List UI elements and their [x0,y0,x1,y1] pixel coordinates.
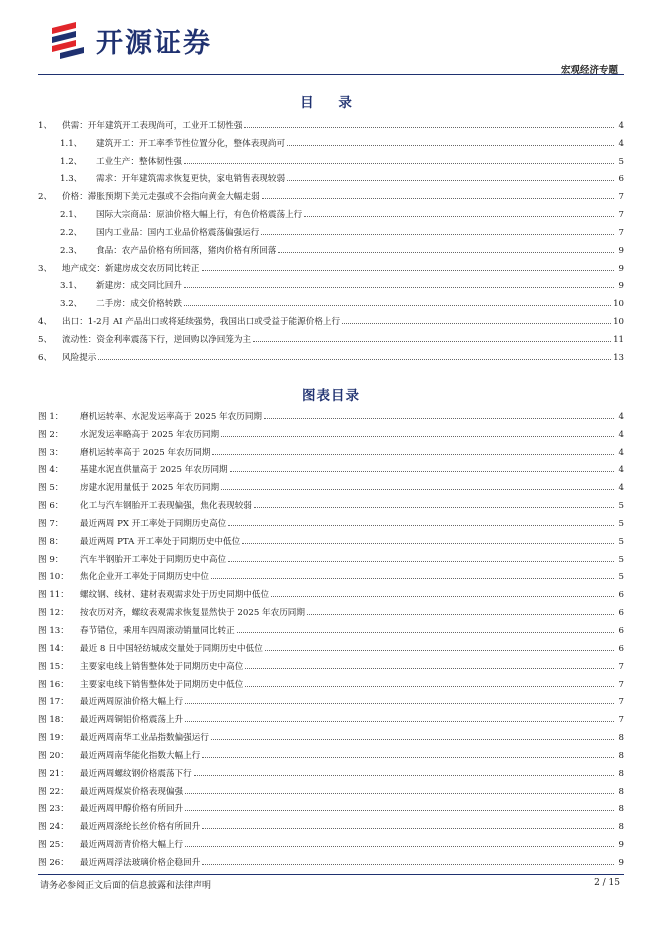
entry-number: 2.2、 [60,227,83,238]
toc-entry[interactable] [38,113,624,131]
entry-title: 建筑开工：开工率季节性位置分化，整体表现尚可 [96,138,286,149]
entry-page: 5 [618,536,624,547]
entry-number: 2.1、 [60,210,83,221]
dot-leader [278,251,614,253]
dot-leader [212,453,614,455]
entry-number: 图 16： [38,679,69,690]
figure-entry[interactable] [38,779,624,797]
entry-title: 主要家电线下销售整体处于同期历史中低位 [80,679,244,690]
entry-title: 新建房：成交同比回升 [96,281,182,292]
entry-title: 磨机运转率、水泥发运率高于 2025 年农历同期 [80,411,263,422]
entry-page: 5 [618,554,624,565]
entry-number: 图 23： [38,804,69,815]
dot-leader [228,560,614,562]
entry-number: 1.2、 [60,156,83,167]
entry-page: 4 [618,429,624,440]
entry-page: 7 [618,227,624,238]
entry-title: 价格：滞胀预期下美元走强或不会指向黄金大幅走弱 [62,192,260,203]
figure-entry[interactable] [38,600,624,618]
entry-number: 图 15： [38,661,69,672]
entry-title: 最近两周浮法玻璃价格企稳回升 [80,857,201,868]
entry-title: 最近两周涤纶长丝价格有所回升 [80,822,201,833]
dot-leader [242,542,614,544]
figure-entry[interactable] [38,458,624,476]
entry-page: 8 [618,822,624,833]
entry-title: 最近两周南华能化指数大幅上行 [80,750,201,761]
entry-number: 图 18： [38,715,69,726]
toc-entry[interactable] [38,256,624,274]
entry-number: 图 6： [38,501,64,512]
entry-page: 7 [618,697,624,708]
entry-title: 最近两周沥青价格大幅上行 [80,840,184,851]
dot-leader [185,720,614,722]
entry-number: 图 11： [38,590,69,601]
entry-title: 流动性：资金利率震荡下行，逆回购以净回笼为主 [62,334,252,345]
entry-page: 4 [618,138,624,149]
figure-entry[interactable] [38,672,624,690]
entry-title: 风险提示 [62,352,97,363]
entry-page: 7 [618,210,624,221]
dot-leader [211,577,614,579]
entry-number: 1.3、 [60,174,83,185]
dot-leader [184,286,614,288]
toc-entry[interactable] [38,327,624,345]
figure-entry[interactable] [38,654,624,672]
dot-leader [264,417,614,419]
toc-entry[interactable] [38,184,624,202]
entry-page: 4 [618,411,624,422]
entry-number: 图 5： [38,483,64,494]
entry-page: 6 [618,174,624,185]
figure-entry[interactable] [38,690,624,708]
entry-number: 3、 [38,263,53,274]
figure-entry[interactable] [38,565,624,583]
entry-number: 图 19： [38,733,69,744]
entry-number: 图 21： [38,768,69,779]
dot-leader [185,792,614,794]
figure-entry[interactable] [38,761,624,779]
entry-number: 6、 [38,352,53,363]
dot-leader [287,144,614,146]
dot-leader [211,738,614,740]
toc-entry[interactable] [38,149,624,167]
page-number: 2 / 15 [594,878,620,888]
entry-title: 需求：开年建筑需求恢复更快，家电销售表现较弱 [96,174,286,185]
dot-leader [245,667,614,669]
entry-number: 图 14： [38,643,69,654]
toc-entry[interactable] [38,167,624,185]
entry-title: 最近两周 PX 开工率处于同期历史高位 [80,518,227,529]
toc-entry[interactable] [38,274,624,292]
dot-leader [254,506,614,508]
entry-page: 4 [618,465,624,476]
dot-leader [202,827,614,829]
entry-page: 7 [618,715,624,726]
entry-number: 图 12： [38,608,69,619]
entry-page: 6 [618,590,624,601]
figure-entry[interactable] [38,636,624,654]
entry-title: 供需：开年建筑开工表现尚可，工业开工韧性强 [62,120,243,131]
entry-title: 最近两周原油价格大幅上行 [80,697,184,708]
entry-title: 磨机运转率高于 2025 年农历同期 [80,447,211,458]
entry-title: 地产成交：新建房成交农历同比转正 [62,263,200,274]
dot-leader [342,322,611,324]
figure-entry[interactable] [38,547,624,565]
figure-entry[interactable] [38,493,624,511]
entry-page: 8 [618,733,624,744]
entry-number: 图 7： [38,518,64,529]
entry-page: 6 [618,608,624,619]
figure-entry[interactable] [38,832,624,850]
entry-number: 5、 [38,334,53,345]
company-logo [48,18,212,62]
entry-title: 按农历对齐，螺纹表观需求恢复显然快于 2025 年农历同期 [80,608,305,619]
figure-entry[interactable] [38,440,624,458]
dot-leader [287,179,614,181]
entry-title: 二手房：成交价格转跌 [96,299,182,310]
figure-entry[interactable] [38,707,624,725]
figure-entry[interactable] [38,529,624,547]
entry-number: 图 20： [38,750,69,761]
entry-page: 9 [618,281,624,292]
entry-number: 图 10： [38,572,69,583]
figures-title: 图表目录 [302,388,360,404]
entry-number: 图 1： [38,411,64,422]
entry-title: 国内工业品：国内工业品价格震荡偏强运行 [96,227,260,238]
toc-list [38,113,624,363]
figure-entry[interactable] [38,814,624,832]
entry-page: 7 [618,679,624,690]
entry-page: 9 [618,857,624,868]
dot-leader [221,435,614,437]
entry-number: 图 2： [38,429,64,440]
entry-number: 图 4： [38,465,64,476]
entry-page: 11 [613,334,624,345]
entry-title: 国际大宗商品：原油价格大幅上行，有色价格震荡上行 [96,210,303,221]
toc-title: 目 录 [300,95,362,111]
entry-title: 基建水泥直供量高于 2025 年农历同期 [80,465,228,476]
toc-entry[interactable] [38,131,624,149]
header-divider [38,74,624,75]
dot-leader [202,756,614,758]
entry-page: 7 [618,192,624,203]
dot-leader [265,649,614,651]
entry-page: 8 [618,786,624,797]
footer-divider [38,874,624,875]
dot-leader [253,340,611,342]
entry-title: 主要家电线上销售整体处于同期历史中高位 [80,661,244,672]
dot-leader [262,197,614,199]
entry-title: 螺纹钢、线材、建材表观需求处于历史同期中低位 [80,590,270,601]
dot-leader [185,702,614,704]
figure-entry[interactable] [38,797,624,815]
figure-entry[interactable] [38,743,624,761]
entry-title: 春节错位，乘用车四周滚动销量同比转正 [80,625,235,636]
entry-title: 最近 8 日中国轻纺城成交量处于同期历史中低位 [80,643,263,654]
dot-leader [184,304,611,306]
dot-leader [221,488,614,490]
entry-title: 房建水泥用量低于 2025 年农历同期 [80,483,220,494]
entry-number: 图 26： [38,857,69,868]
dot-leader [228,524,614,526]
entry-number: 1、 [38,120,53,131]
entry-number: 4、 [38,317,53,328]
dot-leader [237,631,614,633]
entry-title: 水泥发运率略高于 2025 年农历同期 [80,429,220,440]
dot-leader [185,845,614,847]
entry-page: 8 [618,750,624,761]
report-category: 宏观经济专题 [560,65,618,76]
dot-leader [307,613,614,615]
entry-page: 13 [613,352,624,363]
dot-leader [304,215,614,217]
entry-number: 1.1、 [60,138,83,149]
entry-page: 5 [618,518,624,529]
figure-entry[interactable] [38,618,624,636]
entry-title: 最近两周螺纹钢价格震荡下行 [80,768,192,779]
toc-entry[interactable] [38,238,624,256]
entry-page: 9 [618,840,624,851]
entry-page: 8 [618,804,624,815]
figures-list [38,404,624,868]
logo-mark-icon [48,20,88,60]
dot-leader [245,685,614,687]
footer-disclaimer: 请务必参阅正文后面的信息披露和法律声明 [40,881,212,891]
entry-number: 2.3、 [60,245,83,256]
entry-title: 工业生产：整体韧性强 [96,156,182,167]
entry-title: 最近两周甲醇价格有所回升 [80,804,184,815]
entry-page: 4 [618,483,624,494]
entry-page: 9 [618,263,624,274]
entry-page: 8 [618,768,624,779]
entry-number: 图 22： [38,786,69,797]
dot-leader [194,774,614,776]
entry-page: 4 [618,447,624,458]
dot-leader [184,162,614,164]
entry-number: 图 25： [38,840,69,851]
entry-number: 3.1、 [60,281,83,292]
entry-number: 图 13： [38,625,69,636]
entry-number: 图 3： [38,447,64,458]
company-name: 开源证券 [96,27,212,59]
entry-page: 5 [618,501,624,512]
figure-entry[interactable] [38,475,624,493]
dot-leader [202,269,614,271]
toc-entry[interactable] [38,220,624,238]
entry-number: 图 24： [38,822,69,833]
entry-title: 出口：1-2月 AI 产品出口或将延续强势，我国出口或受益于能源价格上行 [62,317,341,328]
dot-leader [244,126,614,128]
figure-entry[interactable] [38,725,624,743]
entry-title: 化工与汽车钢胎开工表现偏强，焦化表现较弱 [80,501,252,512]
entry-title: 食品：农产品价格有所回落，猪肉价格有所回落 [96,245,277,256]
toc-entry[interactable] [38,202,624,220]
entry-title: 最近两周 PTA 开工率处于同期历史中低位 [80,536,241,547]
dot-leader [271,595,614,597]
dot-leader [98,358,611,360]
entry-number: 图 17： [38,697,69,708]
entry-page: 5 [618,156,624,167]
entry-number: 图 8： [38,536,64,547]
figure-entry[interactable] [38,511,624,529]
entry-title: 最近两周南华工业品指数偏强运行 [80,733,209,744]
toc-entry[interactable] [38,345,624,363]
figure-entry[interactable] [38,850,624,868]
entry-title: 最近两周铜铝价格震荡上升 [80,715,184,726]
entry-page: 4 [618,120,624,131]
dot-leader [230,470,614,472]
entry-number: 图 9： [38,554,64,565]
entry-title: 最近两周煤炭价格表现偏强 [80,786,184,797]
entry-title: 焦化企业开工率处于同期历史中位 [80,572,209,583]
figure-entry[interactable] [38,422,624,440]
entry-page: 9 [618,245,624,256]
dot-leader [261,233,614,235]
entry-number: 3.2、 [60,299,83,310]
dot-leader [185,809,614,811]
entry-title: 汽车半钢胎开工率处于同期历史中高位 [80,554,227,565]
entry-page: 6 [618,625,624,636]
entry-page: 10 [613,317,624,328]
toc-entry[interactable] [38,291,624,309]
entry-page: 6 [618,643,624,654]
entry-number: 2、 [38,192,53,203]
dot-leader [202,863,614,865]
entry-page: 10 [613,299,624,310]
entry-page: 5 [618,572,624,583]
figure-entry[interactable] [38,404,624,422]
entry-page: 7 [618,661,624,672]
toc-entry[interactable] [38,309,624,327]
figure-entry[interactable] [38,582,624,600]
